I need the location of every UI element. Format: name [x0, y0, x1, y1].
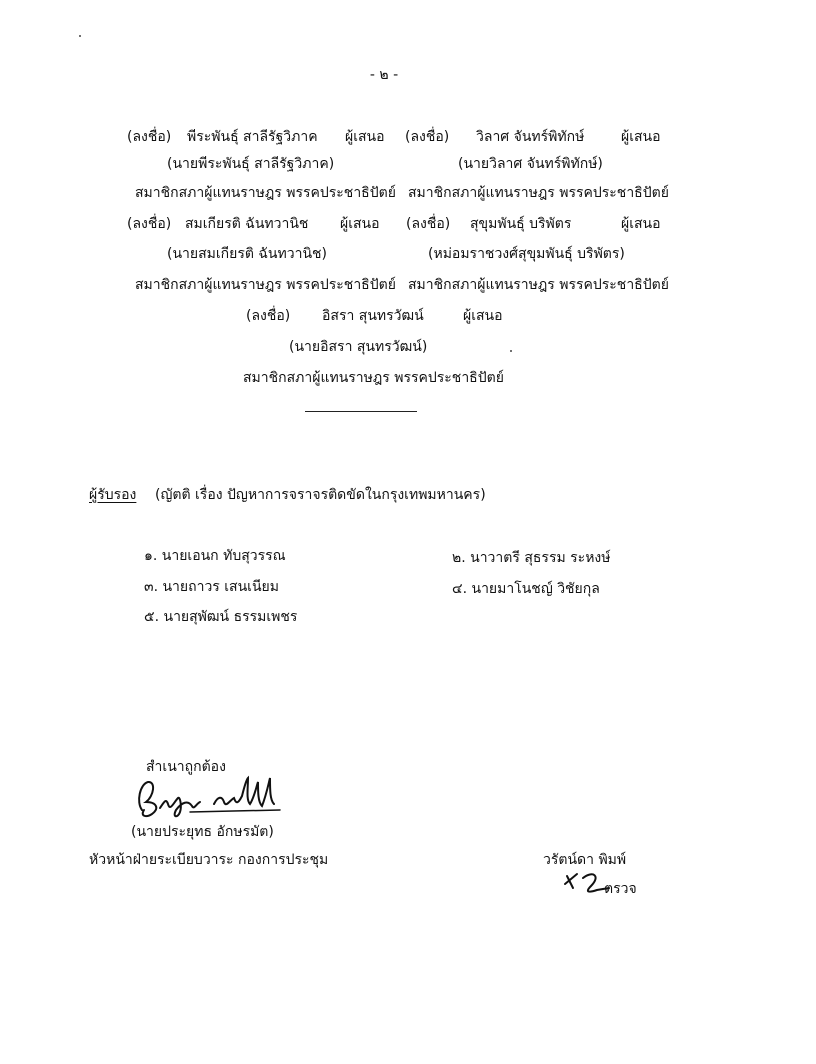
signer-4-role: ผู้เสนอ	[621, 216, 661, 232]
endorsers-motion: (ญัตติ เรื่อง ปัญหาการจราจรติดขัดในกรุงเทพมหานคร)	[155, 487, 486, 503]
signer-4-position: สมาชิกสภาผู้แทนราษฎร พรรคประชาธิปัตย์	[408, 277, 669, 293]
signer-2-signed-prefix: (ลงชื่อ)	[405, 129, 450, 145]
endorser-2: ๒. นาวาตรี สุธรรม ระหงษ์	[452, 550, 611, 566]
certifier-title: หัวหน้าฝ่ายระเบียบวาระ กองการประชุม	[89, 852, 329, 868]
certification-heading: สำเนาถูกต้อง	[146, 759, 226, 775]
signer-5-signed-prefix: (ลงชื่อ)	[246, 308, 291, 324]
scan-speck	[79, 35, 81, 37]
signer-4-signed-prefix: (ลงชื่อ)	[406, 216, 451, 232]
signer-2-position: สมาชิกสภาผู้แทนราษฎร พรรคประชาธิปัตย์	[408, 185, 669, 201]
signer-2-role: ผู้เสนอ	[621, 129, 661, 145]
signer-5-position: สมาชิกสภาผู้แทนราษฎร พรรคประชาธิปัตย์	[243, 370, 504, 386]
endorser-4: ๔. นายมาโนชญ์ วิชัยกุล	[452, 581, 600, 597]
signer-5-name: อิสรา สุนทรวัฒน์	[322, 308, 424, 324]
signer-3-role: ผู้เสนอ	[340, 216, 380, 232]
endorser-1: ๑. นายเอนก ทับสุวรรณ	[144, 548, 286, 564]
signer-3-name: สมเกียรติ ฉันทวานิช	[185, 216, 309, 232]
signer-1-position: สมาชิกสภาผู้แทนราษฎร พรรคประชาธิปัตย์	[135, 185, 396, 201]
endorser-3: ๓. นายถาวร เสนเนียม	[144, 579, 279, 595]
page-number: - ๒ -	[369, 67, 399, 83]
endorser-5: ๕. นายสุพัฒน์ ธรรมเพชร	[144, 609, 298, 625]
signer-5-role: ผู้เสนอ	[463, 308, 503, 324]
signer-2-name: วิลาศ จันทร์พิทักษ์	[476, 129, 585, 145]
endorsers-label: ผู้รับรอง	[89, 487, 137, 503]
signer-3-position: สมาชิกสภาผู้แทนราษฎร พรรคประชาธิปัตย์	[135, 277, 396, 293]
signer-4-full-name: (หม่อมราชวงศ์สุขุมพันธุ์ บริพัตร)	[428, 246, 625, 262]
signer-1-signed-prefix: (ลงชื่อ)	[127, 129, 172, 145]
signer-5-full-name: (นายอิสรา สุนทรวัฒน์)	[289, 339, 428, 355]
typist-line: วรัตน์ดา พิมพ์	[543, 852, 627, 868]
signer-3-signed-prefix: (ลงชื่อ)	[127, 216, 172, 232]
signer-4-name: สุขุมพันธุ์ บริพัตร	[470, 216, 572, 232]
signer-1-role: ผู้เสนอ	[345, 129, 385, 145]
signer-3-full-name: (นายสมเกียรติ ฉันทวานิช)	[167, 246, 327, 262]
section-divider	[305, 411, 417, 412]
signer-2-full-name: (นายวิลาศ จันทร์พิทักษ์)	[458, 156, 603, 172]
certifier-signature	[130, 772, 290, 822]
scan-speck-right	[510, 350, 512, 352]
certifier-name: (นายประยุทธ อักษรมัต)	[131, 824, 274, 840]
signer-1-full-name: (นายพีระพันธุ์ สาลีรัฐวิภาค)	[167, 156, 335, 172]
signer-1-name: พีระพันธุ์ สาลีรัฐวิภาค	[187, 129, 318, 145]
checked-label: ตรวจ	[604, 881, 637, 897]
